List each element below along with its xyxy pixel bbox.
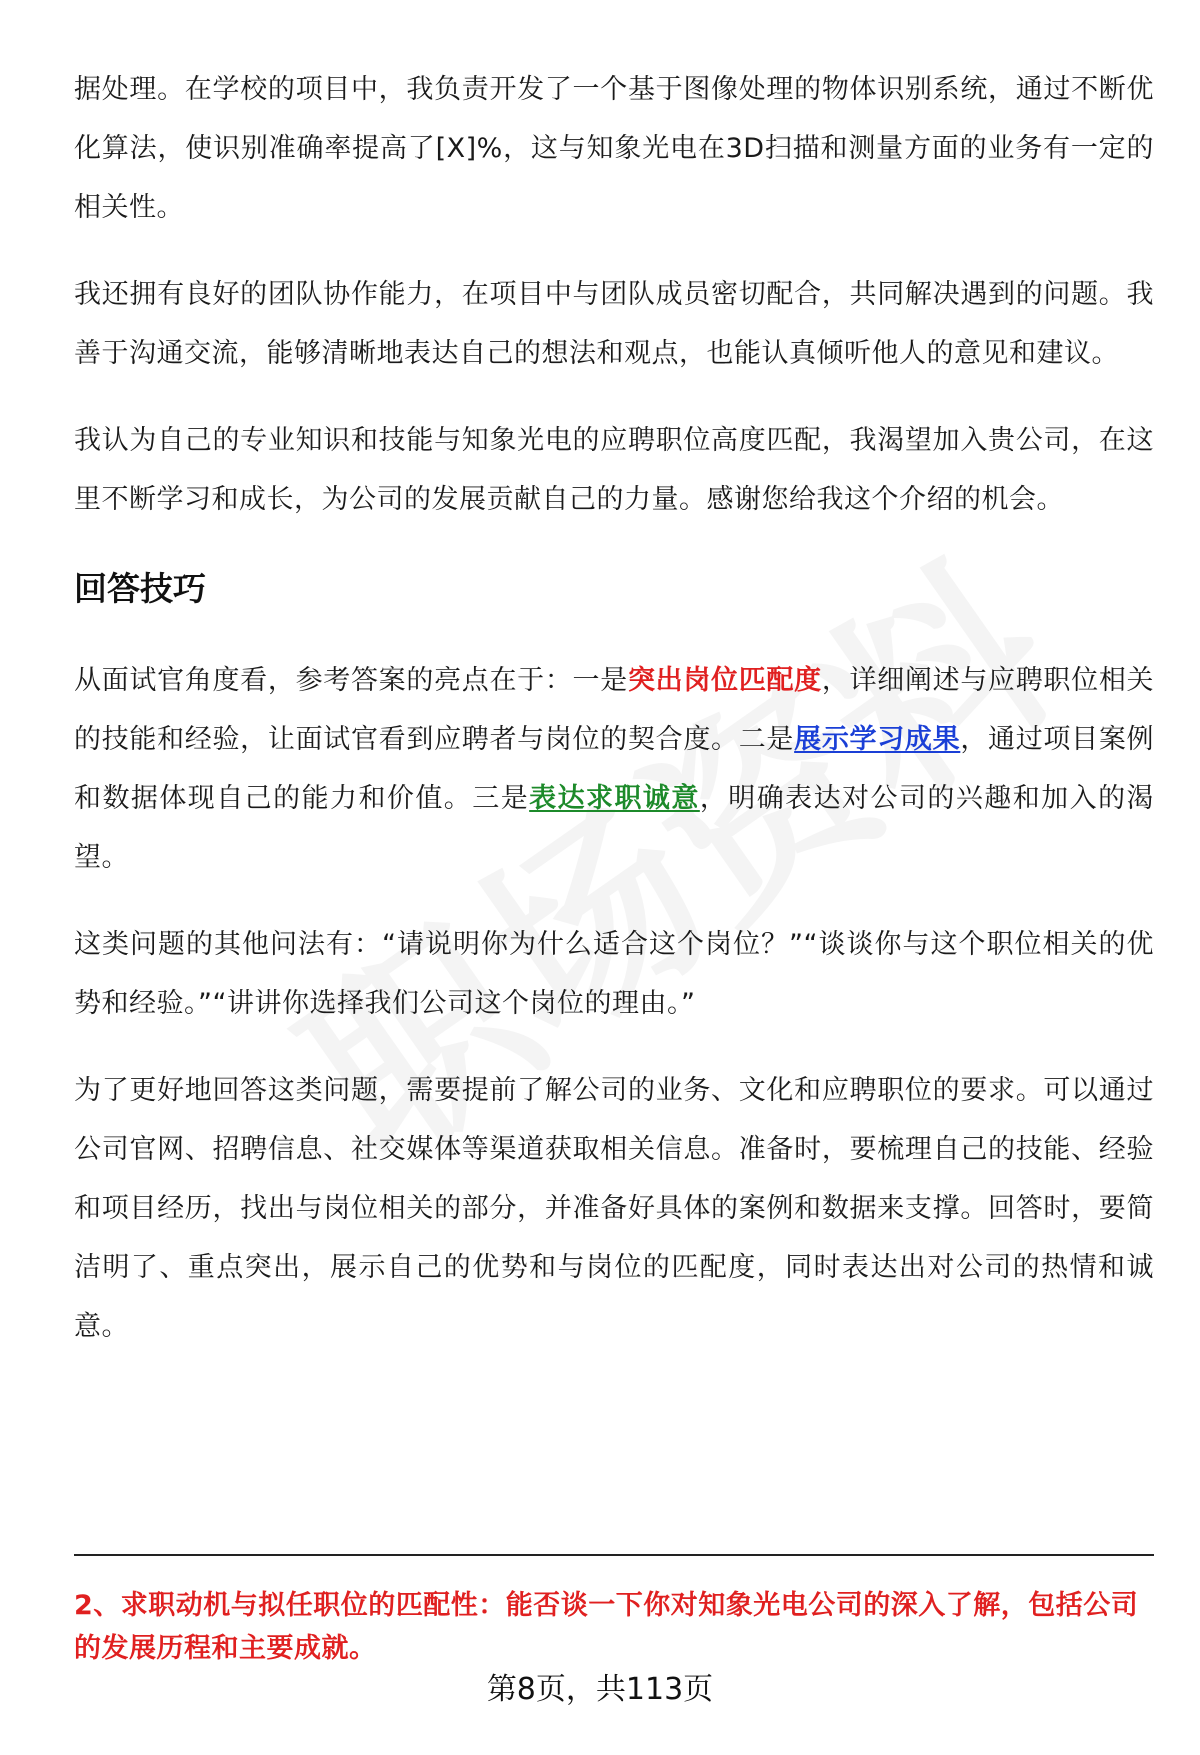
tips-text-3: ，通过项目案例和数据体现自己的能力和价值。三是: [74, 724, 1155, 814]
tips-text-2: ，详细阐述与应聘职位相关的技能和经验，让面试官看到应聘者与岗位的契合度。二是: [74, 665, 1155, 755]
tips-text-4: ，明确表达对公司的兴趣和加入的渴望。: [74, 783, 1155, 873]
page-footer: 第8页，共113页: [486, 1672, 714, 1707]
tips-text-1: 从面试官角度看，参考答案的亮点在于：一是: [74, 665, 628, 696]
highlight-job-match: 突出岗位匹配度: [627, 665, 822, 696]
tips-paragraph: [74, 651, 1154, 887]
intro-paragraph-3: 我认为自己的专业知识和技能与知象光电的应聘职位高度匹配，我渴望加入贵公司，在这里不断学习和成长，为公司的发展贡献自己的力量。感谢您给我这个介绍的机会。: [74, 425, 1154, 515]
section-divider: [74, 1554, 1154, 1556]
other-questions-paragraph: 这类问题的其他问法有：“请说明你为什么适合这个岗位？”“谈谈你与这个职位相关的优势和经验。”“讲讲你选择我们公司这个岗位的理由。”: [74, 929, 1154, 1019]
document-body: [74, 60, 1154, 1384]
preparation-paragraph: 为了更好地回答这类问题，需要提前了解公司的业务、文化和应聘职位的要求。可以通过公司官网、招聘信息、社交媒体等渠道获取相关信息。准备时，要梳理自己的技能、经验和项目经历，找出与岗位相关的部分，并准备好具体的案例和数据来支撑。回答时，要简洁明了、重点突出，展示自己的优势和与岗位的匹配度，同时表达出对公司的热情和诚意。: [74, 1075, 1154, 1342]
intro-paragraph-2: 我还拥有良好的团队协作能力，在项目中与团队成员密切配合，共同解决遇到的问题。我善于沟通交流，能够清晰地表达自己的想法和观点，也能认真倾听他人的意见和建议。: [74, 279, 1154, 369]
next-question: 2、求职动机与拟任职位的匹配性：能否谈一下你对知象光电公司的深入了解，包括公司的发展历程和主要成就。: [74, 1590, 1139, 1664]
intro-paragraph-1: 据处理。在学校的项目中，我负责开发了一个基于图像处理的物体识别系统，通过不断优化算法，使识别准确率提高了[X]%，这与知象光电在3D扫描和测量方面的业务有一定的相关性。: [74, 74, 1154, 223]
section-heading: 回答技巧: [74, 569, 206, 608]
highlight-learning-results: 展示学习成果: [794, 724, 961, 755]
highlight-sincerity: 表达求职诚意: [529, 783, 700, 814]
